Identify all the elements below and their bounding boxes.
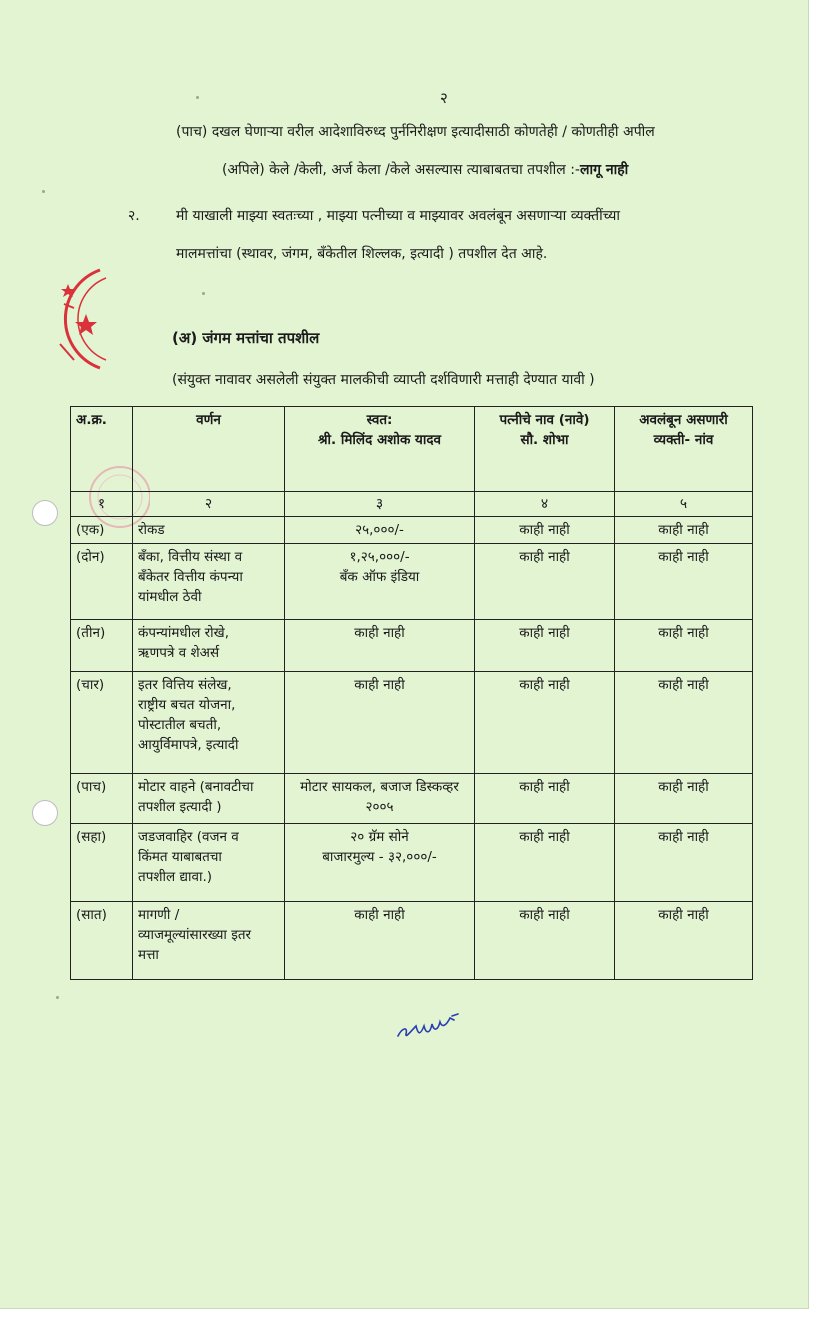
header-spouse bbox=[475, 407, 615, 492]
cell-spouse: काही नाही bbox=[475, 824, 615, 902]
cell-dependent: काही नाही bbox=[615, 620, 753, 672]
cell-line: काही नाही bbox=[354, 907, 405, 923]
column-number: १ bbox=[71, 492, 133, 517]
cell-line: व्याजमूल्यांसारख्या इतर bbox=[138, 927, 252, 943]
cell-self bbox=[285, 824, 475, 902]
cell-dependent: काही नाही bbox=[615, 517, 753, 544]
cell-description bbox=[133, 620, 285, 672]
cell-spouse: काही नाही bbox=[475, 672, 615, 774]
table-row bbox=[71, 672, 753, 774]
cell-sr: (चार) bbox=[71, 672, 133, 774]
cell-description bbox=[133, 544, 285, 620]
cell-line: तपशील द्यावा.) bbox=[138, 869, 213, 885]
cell-line: बाजारमुल्य - ३२,०००/- bbox=[322, 849, 437, 865]
cell-line: मत्ता bbox=[138, 947, 159, 963]
cell-spouse: काही नाही bbox=[475, 517, 615, 544]
cell-line: काही नाही bbox=[354, 625, 405, 641]
movable-assets-table bbox=[70, 406, 753, 980]
cell-self bbox=[285, 544, 475, 620]
header-dependent-line-1: अवलंबून असणारी bbox=[639, 412, 728, 428]
cell-description bbox=[133, 774, 285, 824]
header-spouse-line-2: सौ. शोभा bbox=[520, 432, 569, 448]
header-dependent bbox=[615, 407, 753, 492]
cell-dependent: काही नाही bbox=[615, 544, 753, 620]
table-header-row bbox=[71, 407, 753, 492]
cell-line: तपशील इत्यादी ) bbox=[138, 799, 222, 815]
not-applicable-text: लागू नाही bbox=[579, 162, 629, 178]
table-row bbox=[71, 620, 753, 672]
cell-description bbox=[133, 902, 285, 980]
page-number: २ bbox=[440, 89, 448, 107]
cell-line: १,२५,०००/- bbox=[349, 549, 410, 565]
cell-description bbox=[133, 672, 285, 774]
cell-line: राष्ट्रीय बचत योजना, bbox=[138, 697, 236, 713]
item-2-line-2: मालमत्तांचा (स्थावर, जंगम, बँकेतील शिल्लक, इत्यादी ) तपशील देत आहे. bbox=[176, 246, 548, 262]
cell-sr: (सात) bbox=[71, 902, 133, 980]
official-stamp-icon bbox=[40, 264, 114, 374]
cell-self bbox=[285, 672, 475, 774]
header-self-line-2: श्री. मिलिंद अशोक यादव bbox=[317, 432, 442, 448]
cell-line: यांमधील ठेवी bbox=[138, 589, 202, 605]
cell-line: जडजवाहिर (वजन व bbox=[138, 829, 239, 845]
cell-self bbox=[285, 620, 475, 672]
header-spouse-line-1: पत्नीचे नाव (नावे) bbox=[499, 412, 590, 428]
cell-dependent: काही नाही bbox=[615, 774, 753, 824]
cell-line: कंपन्यांमधील रोखे, bbox=[138, 625, 230, 641]
para-appeal-line-1: (पाच) दखल घेणाऱ्या वरील आदेशाविरुध्द पुर्ननिरीक्षण इत्यादीसाठी कोणतेही / कोणतीही अपील bbox=[176, 124, 655, 140]
cell-sr: (तीन) bbox=[71, 620, 133, 672]
header-self bbox=[285, 407, 475, 492]
table-row bbox=[71, 774, 753, 824]
cell-spouse: काही नाही bbox=[475, 902, 615, 980]
cell-line: ऋणपत्रे व शेअर्स bbox=[138, 645, 220, 661]
signature-icon bbox=[392, 1008, 464, 1044]
header-description: वर्णन bbox=[133, 407, 285, 492]
table-row bbox=[71, 517, 753, 544]
cell-line: इतर वित्तिय संलेख, bbox=[138, 677, 232, 693]
header-sr: अ.क्र. bbox=[71, 407, 133, 492]
cell-dependent: काही नाही bbox=[615, 672, 753, 774]
cell-sr: (पाच) bbox=[71, 774, 133, 824]
cell-self bbox=[285, 517, 475, 544]
cell-sr: (सहा) bbox=[71, 824, 133, 902]
cell-self bbox=[285, 902, 475, 980]
item-2-number: २. bbox=[128, 208, 140, 224]
punch-hole bbox=[32, 500, 58, 526]
cell-dependent: काही नाही bbox=[615, 824, 753, 902]
cell-sr: (एक) bbox=[71, 517, 133, 544]
cell-sr: (दोन) bbox=[71, 544, 133, 620]
table-row bbox=[71, 902, 753, 980]
cell-line: रोकड bbox=[138, 522, 165, 538]
cell-line: २००५ bbox=[365, 799, 394, 815]
appeal-details-text: (अपिले) केले /केली, अर्ज केला /केले असल्यास त्याबाबतचा तपशील :- bbox=[222, 162, 580, 178]
cell-spouse: काही नाही bbox=[475, 774, 615, 824]
cell-spouse: काही नाही bbox=[475, 620, 615, 672]
header-dependent-line-2: व्यक्ती- नांव bbox=[653, 432, 714, 448]
column-number-row bbox=[71, 492, 753, 517]
cell-line: पोस्टातील बचती, bbox=[138, 717, 222, 733]
item-2-line-1: मी याखाली माझ्या स्वतःच्या , माझ्या पत्नीच्या व माझ्यावर अवलंबून असणाऱ्या व्यक्तींच्या bbox=[176, 208, 621, 224]
cell-line: २० ग्रॅम सोने bbox=[350, 829, 409, 845]
column-number: ५ bbox=[615, 492, 753, 517]
cell-dependent: काही नाही bbox=[615, 902, 753, 980]
column-number: ३ bbox=[285, 492, 475, 517]
cell-line: बँकेतर वित्तीय कंपन्या bbox=[138, 569, 243, 585]
cell-line: आयुर्विमापत्रे, इत्यादी bbox=[138, 737, 239, 753]
asset-rows bbox=[71, 517, 753, 980]
cell-spouse: काही नाही bbox=[475, 544, 615, 620]
cell-line: किंमत याबाबतचा bbox=[138, 849, 222, 865]
column-number: ४ bbox=[475, 492, 615, 517]
cell-description bbox=[133, 517, 285, 544]
cell-line: बँक ऑफ इंडिया bbox=[339, 569, 420, 585]
cell-line: मोटार सायकल, बजाज डिस्कव्हर bbox=[300, 779, 459, 795]
section-note: (संयुक्त नावावर असलेली संयुक्त मालकीची व्याप्ती दर्शविणारी मत्ताही देण्यात यावी ) bbox=[172, 372, 595, 388]
para-appeal-line-2 bbox=[222, 160, 628, 180]
header-self-line-1: स्वत: bbox=[366, 412, 393, 428]
cell-line: काही नाही bbox=[354, 677, 405, 693]
cell-line: मागणी / bbox=[138, 907, 180, 923]
cell-self bbox=[285, 774, 475, 824]
table-row bbox=[71, 544, 753, 620]
column-number: २ bbox=[133, 492, 285, 517]
cell-description bbox=[133, 824, 285, 902]
punch-hole bbox=[32, 800, 58, 826]
cell-line: बँका, वित्तीय संस्था व bbox=[138, 549, 243, 565]
section-heading: (अ) जंगम मत्तांचा तपशील bbox=[172, 329, 320, 347]
cell-line: मोटार वाहने (बनावटीचा bbox=[138, 779, 254, 795]
table-row bbox=[71, 824, 753, 902]
cell-line: २५,०००/- bbox=[355, 522, 404, 538]
